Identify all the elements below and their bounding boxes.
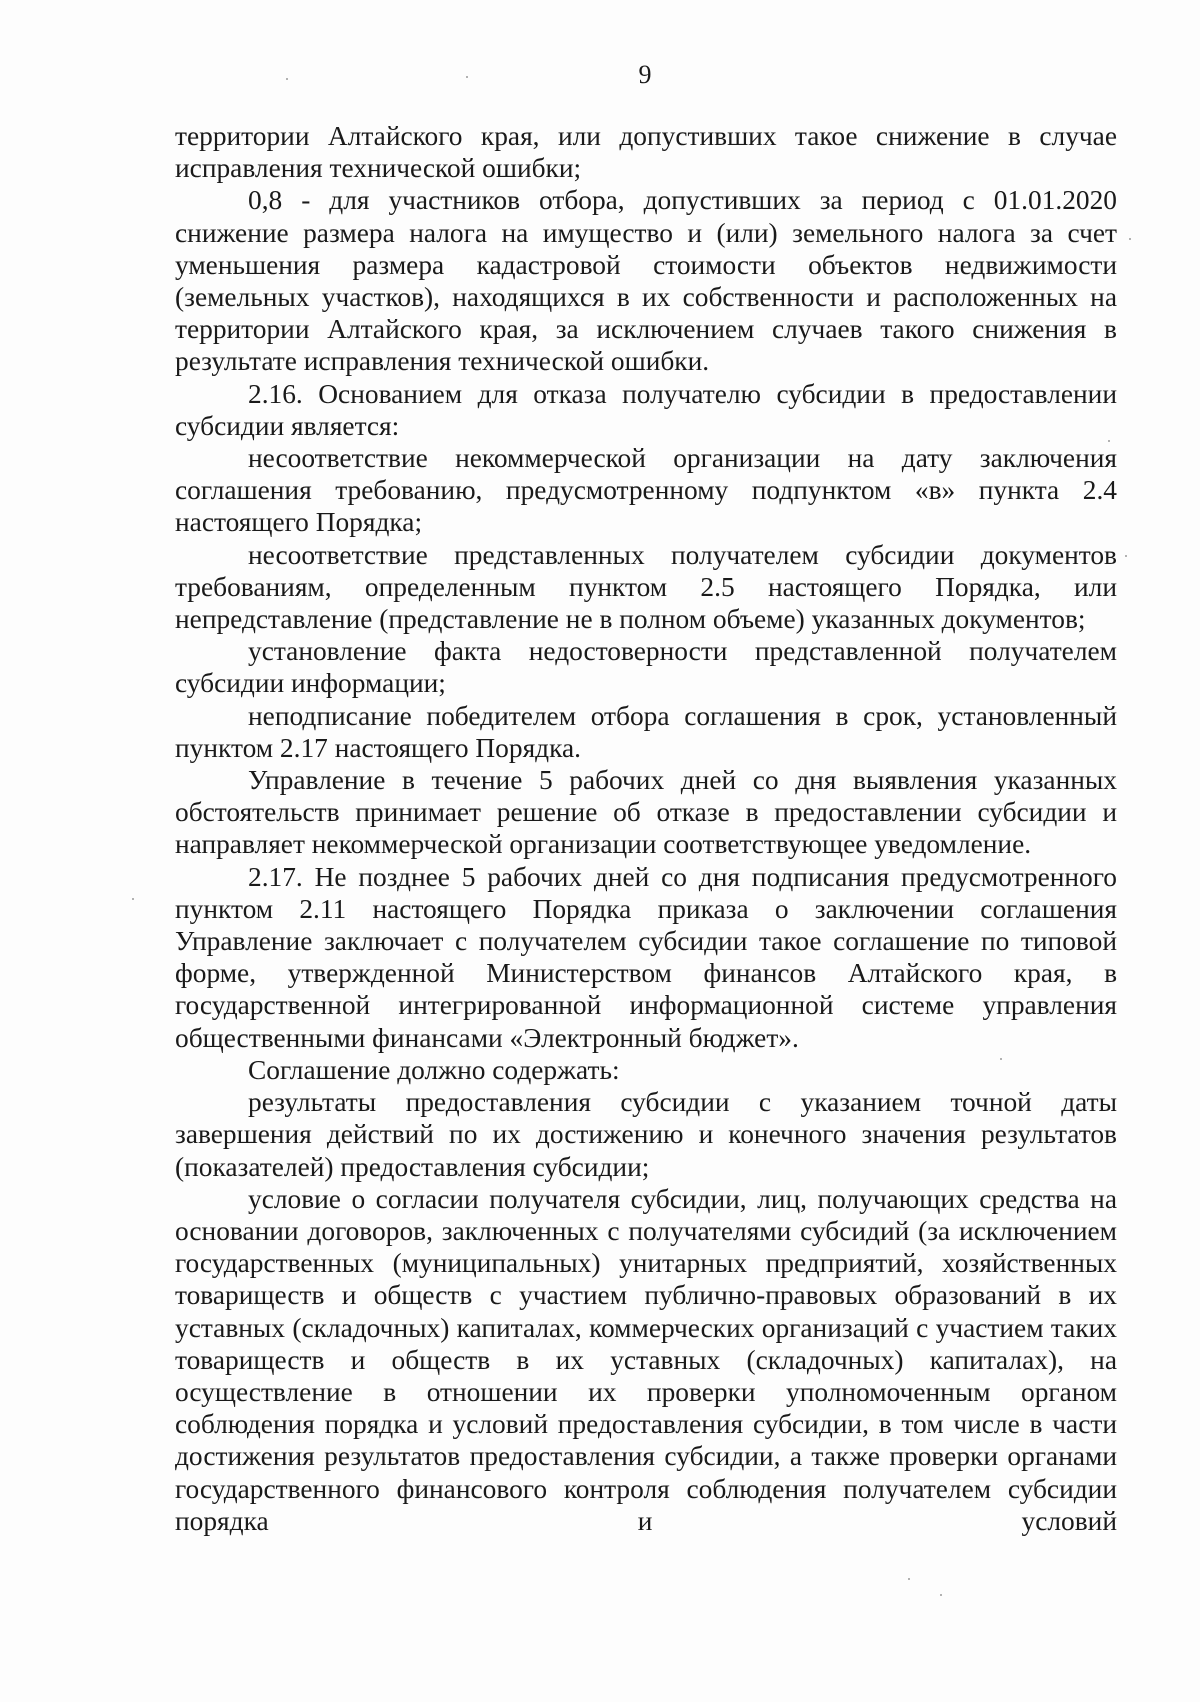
- scan-speck: [1000, 1058, 1002, 1060]
- document-body: [175, 120, 1117, 1537]
- scan-speck: [1125, 555, 1127, 557]
- paragraph-agreement-results: результаты предоставления субсидии с указанием точной даты завершения действий по их достижению и конечного значения результатов (показателей) предоставления субсидии;: [175, 1087, 1117, 1182]
- paragraph-clause-2-16: 2.16. Основанием для отказа получателю субсидии в предоставлении субсидии является:: [175, 378, 1117, 441]
- page-number: 9: [638, 60, 652, 89]
- paragraph-continuation: территории Алтайского края, или допустивших такое снижение в случае исправления технической ошибки;: [175, 121, 1117, 184]
- paragraph-agreement-consent: условие о согласии получателя субсидии, лиц, получающих средства на основании договоров, заключенных с получателями субсидий (за исключением государственных (муниципальных) унитарных предприятий, хозяйственных товариществ и обществ с участием публично-правовых образований в их уставных (складочных) капиталах, коммерческих организаций с участием таких товариществ и обществ в их уставных (складочных) капиталах), на осуществление в отношении их проверки уполномоченным органом соблюдения порядка и условий предоставления субсидии, в том числе в части достижения результатов предоставления субсидии, а также проверки органами государственного финансового контроля соблюдения получателем субсидии порядка и условий: [175, 1183, 1117, 1536]
- paragraph-refusal-ground-2: несоответствие представленных получателем субсидии документов требованиям, определенным пунктом 2.5 настоящего Порядка, или непредставление (представление не в полном объеме) указанных документов;: [175, 539, 1117, 635]
- scan-speck: [132, 898, 134, 900]
- scan-speck: [286, 78, 288, 80]
- scan-speck: [1129, 238, 1131, 240]
- paragraph-refusal-ground-1: несоответствие некоммерческой организации на дату заключения соглашения требованию, предусмотренному подпунктом «в» пункта 2.4 настоящего Порядка;: [175, 443, 1117, 538]
- paragraph-coefficient-0-8: 0,8 - для участников отбора, допустивших за период с 01.01.2020 снижение размера налога на имущество и (или) земельного налога за счет уменьшения размера кадастровой стоимости объектов недвижимости (земельных участков), находящихся в их собственности и расположенных на территории Алтайского края, за исключением случаев такого снижения в результате исправления технической ошибки.: [175, 185, 1117, 377]
- paragraph-refusal-decision: Управление в течение 5 рабочих дней со дня выявления указанных обстоятельств принимает решение об отказе в предоставлении субсидии и направляет некоммерческой организации соответствующее уведомление.: [175, 765, 1117, 860]
- scan-speck: [940, 1594, 942, 1596]
- paragraph-agreement-contents-heading: Соглашение должно содержать:: [248, 1054, 620, 1085]
- scan-speck: [466, 76, 468, 78]
- paragraph-refusal-ground-4: неподписание победителем отбора соглашения в срок, установленный пунктом 2.17 настоящего Порядка.: [175, 700, 1117, 763]
- paragraph-clause-2-17: 2.17. Не позднее 5 рабочих дней со дня подписания предусмотренного пунктом 2.11 настоящего Порядка приказа о заключении соглашения Управление заключает с получателем субсидии такое соглашение по типовой форме, утвержденной Министерством финансов Алтайского края, в государственной интегрированной информационной системе управления общественными финансами «Электронный бюджет».: [175, 861, 1117, 1053]
- scan-speck: [908, 1578, 910, 1580]
- scan-speck: [1108, 440, 1110, 442]
- paragraph-refusal-ground-3: установление факта недостоверности представленной получателем субсидии информации;: [175, 636, 1117, 699]
